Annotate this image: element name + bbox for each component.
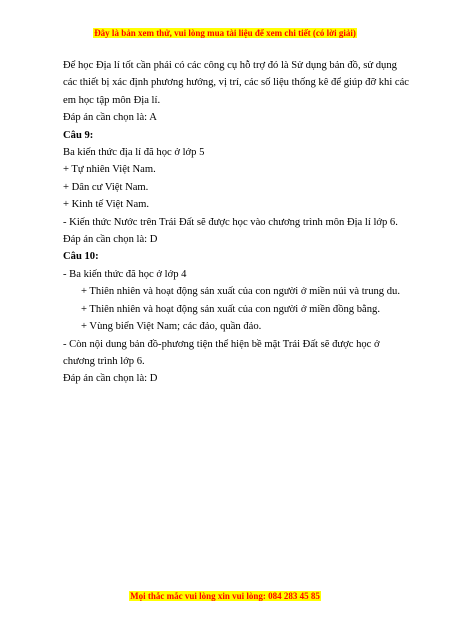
preview-banner: [0, 28, 450, 38]
list-item: + Kinh tế Việt Nam.: [63, 199, 150, 211]
list-item: + Dân cư Việt Nam.: [63, 181, 149, 193]
list-item: + Tự nhiên Việt Nam.: [63, 164, 156, 176]
contact-banner: [0, 591, 450, 601]
text-line: - Còn nội dung bản đồ-phương tiện thể hiện bề mặt Trái Đất sẽ được học ở chương trình lớp 6.: [63, 338, 380, 367]
list-item: + Thiên nhiên và hoạt động sản xuất của con người ở miền núi và trung du.: [81, 286, 400, 298]
answer-line: Đáp án cần chọn là: D: [63, 373, 158, 385]
text-line: Ba kiến thức địa lí đã học ở lớp 5: [63, 147, 205, 159]
intro-paragraph: Để học Địa lí tốt cần phải có các công cụ hỗ trợ đó là Sử dụng bản đồ, sử dụng các thiết bị xác định phương hướng, vị trí, các số liệu thống kê để giúp đỡ khi các em học tập môn Địa lí.: [63, 60, 410, 106]
contact-banner-text: Mọi thắc mắc vui lòng xin vui lòng: 084 283 45 85: [130, 591, 320, 601]
text-line: - Kiến thức Nước trên Trái Đất sẽ được học vào chương trình môn Địa lí lớp 6.: [63, 216, 398, 228]
list-item: + Thiên nhiên và hoạt động sản xuất của con người ở miền đồng bằng.: [81, 303, 380, 315]
text-line: - Ba kiến thức đã học ở lớp 4: [63, 268, 187, 280]
answer-line: Đáp án cần chọn là: A: [63, 112, 157, 124]
question-heading: Câu 10:: [63, 251, 99, 263]
list-item: + Vùng biển Việt Nam; các đảo, quần đảo.: [81, 321, 262, 333]
preview-banner-text: Đây là bản xem thử, vui lòng mua tài liệu để xem chi tiết (có lời giải): [94, 28, 356, 38]
answer-line: Đáp án cần chọn là: D: [63, 234, 158, 246]
question-heading: Câu 9:: [63, 129, 94, 141]
document-body: [63, 57, 411, 388]
